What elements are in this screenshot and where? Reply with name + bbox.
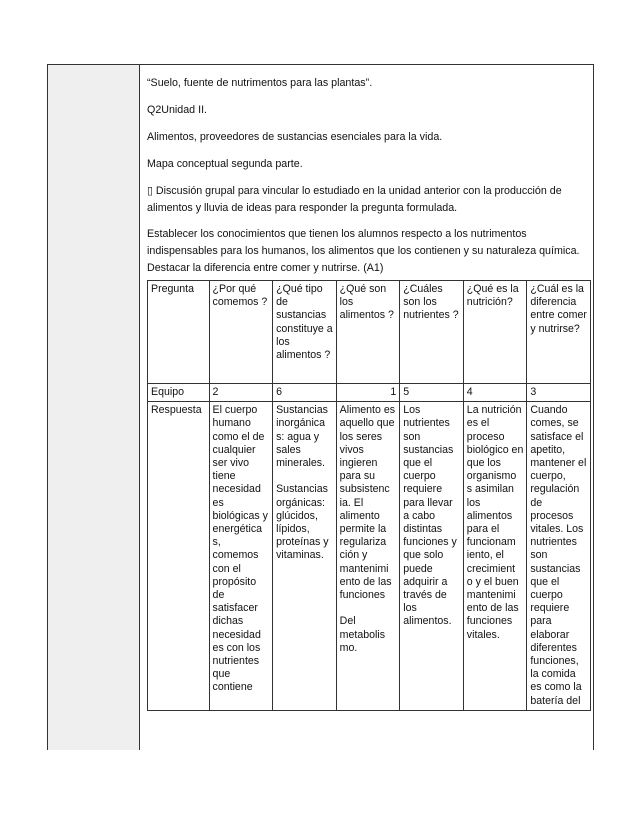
unit-line: Q2Unidad II.: [147, 104, 208, 116]
answer-cell: El cuerpo humano como el de cualquier ser vivo tiene necesidad es biológicas y energética s, comemos con el propósito de satisfacer dichas necesidad es con los nutrientes que contiene: [209, 402, 273, 711]
row-label-team: Equipo: [148, 384, 210, 402]
answer-cell: Cuando comes, se satisface el apetito, mantener el cuerpo, regulación de procesos vitales. Los nutrientes son sustancias que el cuerpo requiere para elaborar diferentes funciones, la comida es como la batería del: [527, 402, 591, 711]
question-cell: ¿Cuáles son los nutrientes ?: [400, 281, 464, 384]
answer-cell: Los nutrientes son sustancias que el cuerpo requiere para llevar a cabo distintas funciones y que solo puede adquirir a través de los alimentos.: [400, 402, 464, 711]
answer-cell: Sustancias inorgánica s: agua y sales minerales. Sustancias orgánicas: glúcidos, lípidos, proteínas y vitaminas.: [273, 402, 337, 711]
row-label-question: Pregunta: [148, 281, 210, 384]
topic-line: Alimentos, proveedores de sustancias esenciales para la vida.: [147, 131, 443, 143]
team-cell: 5: [400, 384, 464, 402]
team-row: [148, 384, 591, 402]
question-row: [148, 281, 591, 384]
map-line: Mapa conceptual segunda parte.: [147, 158, 303, 170]
discussion-text: Discusión grupal para vincular lo estudiado en la unidad anterior con la producción de alimentos y lluvia de ideas para responder la pregunta formulada.: [147, 185, 562, 214]
question-cell: ¿Por qué comemos ?: [209, 281, 273, 384]
team-cell: 6: [273, 384, 337, 402]
answer-cell: Alimento es aquello que los seres vivos ingieren para su subsistenc ia. El alimento permite la regulariza ción y mantenimi ento de las funciones Del metabolis mo.: [336, 402, 400, 711]
row-label-answer: Respuesta: [148, 402, 210, 711]
answer-row: [148, 402, 591, 711]
question-cell: ¿Qué es la nutrición?: [463, 281, 527, 384]
question-cell: ¿Cuál es la diferencia entre comer y nutrirse?: [527, 281, 591, 384]
document-frame: [47, 64, 594, 750]
objective-paragraph: Establecer los conocimientos que tienen los alumnos respecto a los nutrimentos indispensables para los humanos, los alimentos que los contienen y su naturaleza química. Destacar la diferencia entre comer y nutrirse. (A1): [147, 228, 580, 274]
left-column: [48, 65, 140, 750]
answer-cell: La nutrición es el proceso biológico en que los organismo s asimilan los alimentos para el funcionam iento, el crecimient o y el buen mantenimi ento de las funciones vitales.: [463, 402, 527, 711]
title-line: “Suelo, fuente de nutrimentos para las plantas”.: [147, 77, 373, 89]
question-cell: ¿Qué tipo de sustancias constituye a los alimentos ?: [273, 281, 337, 384]
questions-table: [147, 280, 591, 711]
bullet-icon: ▯: [147, 185, 153, 197]
team-cell: 2: [209, 384, 273, 402]
discussion-paragraph: [147, 183, 587, 217]
question-cell: ¿Qué son los alimentos ?: [336, 281, 400, 384]
team-cell: 1: [336, 384, 400, 402]
team-cell: 4: [463, 384, 527, 402]
team-cell: 3: [527, 384, 591, 402]
